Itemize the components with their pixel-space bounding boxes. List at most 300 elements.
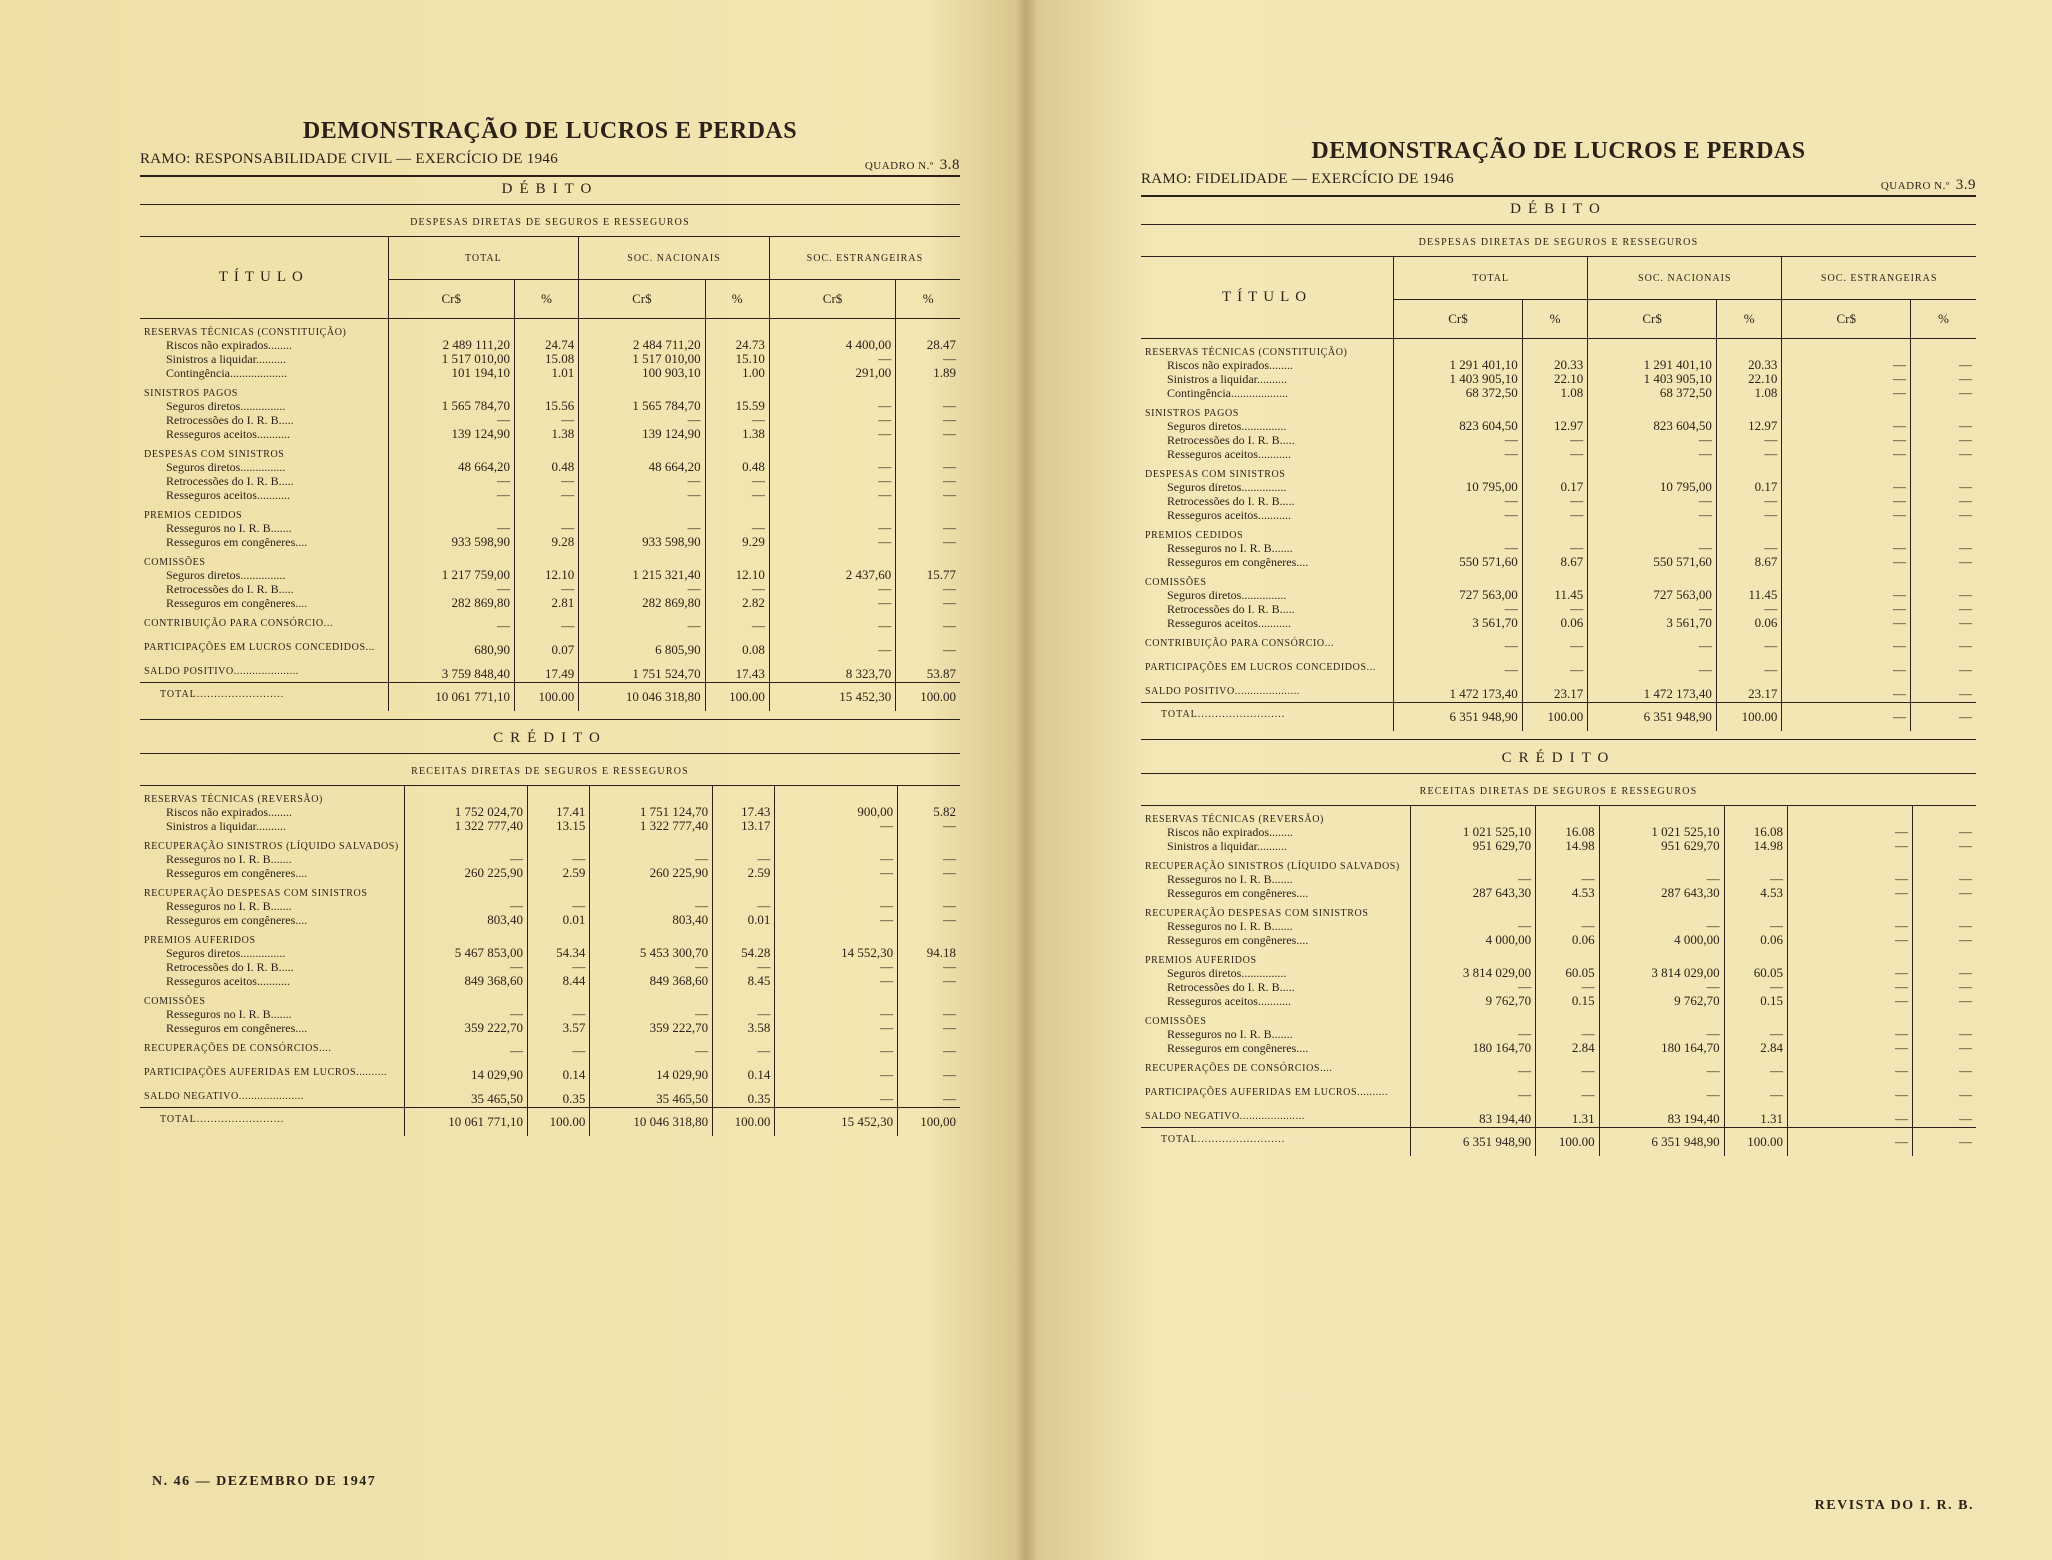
value-cell: [1588, 569, 1717, 588]
row-label: RESERVAS TÉCNICAS (REVERSÃO): [1145, 814, 1324, 825]
percent-cell: —: [1912, 1103, 1976, 1128]
value-cell: —: [405, 1035, 528, 1059]
group-row: [1141, 1079, 1976, 1103]
percent-cell: [514, 319, 578, 339]
percent-cell: —: [1716, 433, 1781, 447]
percent-cell: [514, 549, 578, 568]
value-cell: [579, 441, 705, 460]
value-cell: 35 465,50: [405, 1083, 528, 1108]
percent-cell: 11.45: [1716, 588, 1781, 602]
value-cell: 9 762,70: [1599, 994, 1724, 1008]
percent-cell: 0.17: [1522, 480, 1587, 494]
table-row: [1141, 872, 1976, 886]
value-cell: —: [1782, 588, 1911, 602]
percent-cell: [514, 380, 578, 399]
value-cell: [1394, 522, 1523, 541]
value-cell: 180 164,70: [1599, 1041, 1724, 1055]
left-statement: [140, 118, 960, 1136]
value-cell: 951 629,70: [1411, 839, 1536, 853]
row-label: SINISTROS PAGOS: [144, 388, 238, 399]
value-cell: —: [405, 960, 528, 974]
value-cell: 1 403 905,10: [1394, 372, 1523, 386]
percent-cell: —: [896, 413, 960, 427]
row-label: Retrocessões do I. R. B.....: [166, 582, 294, 596]
percent-cell: [705, 502, 769, 521]
value-cell: —: [769, 460, 895, 474]
group-row: [1141, 1103, 1976, 1128]
value-cell: —: [1788, 1128, 1913, 1157]
percent-cell: 12.10: [514, 568, 578, 582]
value-cell: 101 194,10: [388, 366, 514, 380]
value-cell: [1782, 461, 1911, 480]
percent-cell: —: [896, 610, 960, 634]
value-cell: 83 194,40: [1411, 1103, 1536, 1128]
value-cell: —: [388, 488, 514, 502]
row-label: SALDO POSITIVO.....................: [144, 666, 299, 677]
ramo-label: RAMO: FIDELIDADE — EXERCÍCIO DE 1946: [1141, 171, 1454, 187]
row-label: Resseguros no I. R. B.......: [166, 1007, 292, 1021]
table-row: [140, 366, 960, 380]
percent-cell: 28.47: [896, 338, 960, 352]
percent-cell: 3.57: [528, 1021, 590, 1035]
value-cell: 4 400,00: [769, 338, 895, 352]
group-row: [1141, 853, 1976, 872]
debito-heading: DÉBITO: [1510, 201, 1607, 217]
percent-cell: —: [896, 474, 960, 488]
row-label: SALDO POSITIVO.....................: [1145, 686, 1300, 697]
unit-pct: %: [1716, 300, 1781, 339]
value-cell: 1 217 759,00: [388, 568, 514, 582]
percent-cell: —: [1716, 541, 1781, 555]
value-cell: 68 372,50: [1588, 386, 1717, 400]
value-cell: 10 046 318,80: [590, 1108, 713, 1137]
value-cell: —: [405, 899, 528, 913]
group-row: [1141, 1008, 1976, 1027]
group-row: [140, 319, 960, 339]
value-cell: 260 225,90: [590, 866, 713, 880]
value-cell: 2 484 711,20: [579, 338, 705, 352]
subtitle-row: [140, 151, 960, 175]
value-cell: —: [775, 1059, 898, 1083]
group-row: [1141, 806, 1976, 825]
value-cell: —: [1411, 1079, 1536, 1103]
percent-cell: [896, 441, 960, 460]
percent-cell: —: [896, 596, 960, 610]
value-cell: —: [1588, 433, 1717, 447]
row-label: Riscos não expirados........: [166, 338, 292, 352]
percent-cell: —: [1536, 1027, 1599, 1041]
percent-cell: —: [1522, 630, 1587, 654]
row-label: Resseguros em congêneres....: [1167, 933, 1309, 947]
right-statement: [1141, 138, 1976, 1156]
value-cell: —: [775, 974, 898, 988]
row-label: PARTICIPAÇÕES AUFERIDAS EM LUCROS..........: [144, 1067, 388, 1078]
percent-cell: 12.97: [1522, 419, 1587, 433]
percent-cell: 12.10: [705, 568, 769, 582]
value-cell: —: [1599, 919, 1724, 933]
row-label: Retrocessões do I. R. B.....: [166, 960, 294, 974]
quadro-number: 3.9: [1955, 177, 1976, 193]
table-row: [1141, 980, 1976, 994]
row-label: COMISSÕES: [144, 557, 206, 568]
percent-cell: —: [514, 521, 578, 535]
percent-cell: 100.00: [705, 683, 769, 712]
group-row: [1141, 630, 1976, 654]
row-label: RECUPERAÇÕES DE CONSÓRCIOS....: [144, 1043, 332, 1054]
percent-cell: —: [1911, 654, 1976, 678]
value-cell: —: [1394, 447, 1523, 461]
percent-cell: [528, 927, 590, 946]
percent-cell: 1.38: [514, 427, 578, 441]
value-cell: 1 021 525,10: [1599, 825, 1724, 839]
value-cell: —: [769, 610, 895, 634]
percent-cell: [514, 502, 578, 521]
value-cell: —: [579, 610, 705, 634]
value-cell: —: [769, 488, 895, 502]
total-row: [140, 1108, 960, 1137]
percent-cell: 15.08: [514, 352, 578, 366]
value-cell: 727 563,00: [1588, 588, 1717, 602]
row-label: Seguros diretos...............: [1167, 588, 1287, 602]
row-label: TOTAL.........................: [140, 683, 388, 712]
percent-cell: 8.44: [528, 974, 590, 988]
percent-cell: 9.29: [705, 535, 769, 549]
percent-cell: [1724, 947, 1787, 966]
row-label: Resseguros no I. R. B.......: [166, 852, 292, 866]
row-label: Contingência...................: [1167, 386, 1288, 400]
subtitle-row: [1141, 171, 1976, 195]
unit-pct: %: [896, 280, 960, 319]
value-cell: 359 222,70: [590, 1021, 713, 1035]
value-cell: —: [579, 488, 705, 502]
value-cell: —: [1588, 494, 1717, 508]
value-cell: 100 903,10: [579, 366, 705, 380]
percent-cell: 54.34: [528, 946, 590, 960]
value-cell: 823 604,50: [1394, 419, 1523, 433]
row-label: Resseguros no I. R. B.......: [1167, 872, 1293, 886]
percent-cell: —: [1911, 541, 1976, 555]
value-cell: —: [1411, 980, 1536, 994]
value-cell: 933 598,90: [579, 535, 705, 549]
unit-cr: Cr$: [1782, 300, 1911, 339]
percent-cell: —: [1911, 616, 1976, 630]
value-cell: [1411, 806, 1536, 825]
quadro-number: 3.8: [939, 157, 960, 173]
percent-cell: [1536, 806, 1599, 825]
percent-cell: 23.17: [1716, 678, 1781, 703]
percent-cell: [528, 988, 590, 1007]
percent-cell: 8.67: [1522, 555, 1587, 569]
value-cell: —: [1588, 654, 1717, 678]
value-cell: [775, 988, 898, 1007]
table-row: [140, 946, 960, 960]
percent-cell: —: [1522, 508, 1587, 522]
value-cell: 6 351 948,90: [1394, 703, 1523, 732]
percent-cell: 24.73: [705, 338, 769, 352]
value-cell: [579, 319, 705, 339]
value-cell: 2 489 111,20: [388, 338, 514, 352]
percent-cell: [713, 988, 775, 1007]
value-cell: —: [1394, 630, 1523, 654]
value-cell: [1411, 1008, 1536, 1027]
row-label: RECUPERAÇÕES DE CONSÓRCIOS....: [1145, 1063, 1333, 1074]
value-cell: —: [1788, 1027, 1913, 1041]
value-cell: 139 124,90: [388, 427, 514, 441]
value-cell: —: [405, 852, 528, 866]
percent-cell: [1522, 339, 1587, 359]
table-row: [140, 1021, 960, 1035]
debito-caption: DESPESAS DIRETAS DE SEGUROS E RESSEGUROS: [1418, 237, 1699, 248]
value-cell: 48 664,20: [579, 460, 705, 474]
percent-cell: [1911, 339, 1976, 359]
percent-cell: —: [1912, 919, 1976, 933]
percent-cell: —: [1912, 966, 1976, 980]
percent-cell: —: [528, 899, 590, 913]
row-label: COMISSÕES: [144, 996, 206, 1007]
value-cell: —: [388, 413, 514, 427]
percent-cell: —: [898, 1035, 960, 1059]
value-cell: —: [769, 521, 895, 535]
percent-cell: —: [898, 1007, 960, 1021]
quadro-label: [1881, 177, 1976, 194]
table-row: [1141, 386, 1976, 400]
percent-cell: —: [1724, 919, 1787, 933]
value-cell: [405, 927, 528, 946]
value-cell: 35 465,50: [590, 1083, 713, 1108]
percent-cell: [1522, 522, 1587, 541]
percent-cell: —: [713, 852, 775, 866]
percent-cell: [528, 786, 590, 805]
table-row: [140, 399, 960, 413]
value-cell: —: [590, 1007, 713, 1021]
table-row: [1141, 839, 1976, 853]
value-cell: 4 000,00: [1599, 933, 1724, 947]
row-label: SALDO NEGATIVO.....................: [144, 1091, 304, 1102]
value-cell: —: [1411, 1027, 1536, 1041]
table-row: [140, 596, 960, 610]
value-cell: [1411, 853, 1536, 872]
value-cell: —: [1782, 630, 1911, 654]
percent-cell: 0.06: [1716, 616, 1781, 630]
value-cell: 933 598,90: [388, 535, 514, 549]
percent-cell: 1.38: [705, 427, 769, 441]
value-cell: 680,90: [388, 634, 514, 658]
percent-cell: 14.98: [1536, 839, 1599, 853]
value-cell: [590, 988, 713, 1007]
value-cell: —: [1788, 933, 1913, 947]
percent-cell: 9.28: [514, 535, 578, 549]
percent-cell: —: [1912, 933, 1976, 947]
percent-cell: [896, 380, 960, 399]
percent-cell: [896, 502, 960, 521]
credito-table: [140, 786, 960, 1136]
row-label: RESERVAS TÉCNICAS (CONSTITUIÇÃO): [144, 327, 347, 338]
value-cell: 287 643,30: [1411, 886, 1536, 900]
percent-cell: 1.08: [1716, 386, 1781, 400]
row-label: Riscos não expirados........: [1167, 825, 1293, 839]
percent-cell: —: [896, 634, 960, 658]
table-row: [1141, 358, 1976, 372]
percent-cell: [1912, 806, 1976, 825]
value-cell: —: [1394, 602, 1523, 616]
percent-cell: —: [896, 427, 960, 441]
row-label: PARTICIPAÇÕES AUFERIDAS EM LUCROS..........: [1145, 1087, 1389, 1098]
value-cell: [590, 786, 713, 805]
value-cell: [579, 502, 705, 521]
table-row: [140, 535, 960, 549]
percent-cell: 1.31: [1536, 1103, 1599, 1128]
value-cell: [1394, 461, 1523, 480]
value-cell: —: [1782, 654, 1911, 678]
percent-cell: —: [896, 488, 960, 502]
value-cell: —: [1782, 372, 1911, 386]
value-cell: —: [590, 960, 713, 974]
value-cell: 1 517 010,00: [579, 352, 705, 366]
table-row: [140, 852, 960, 866]
value-cell: [769, 549, 895, 568]
value-cell: —: [769, 582, 895, 596]
group-row: [140, 833, 960, 852]
percent-cell: 100.00: [713, 1108, 775, 1137]
percent-cell: [1536, 947, 1599, 966]
value-cell: —: [579, 474, 705, 488]
percent-cell: —: [896, 460, 960, 474]
percent-cell: 0.35: [528, 1083, 590, 1108]
value-cell: [388, 441, 514, 460]
percent-cell: —: [1724, 1027, 1787, 1041]
percent-cell: —: [1912, 825, 1976, 839]
unit-pct: %: [705, 280, 769, 319]
percent-cell: —: [1911, 588, 1976, 602]
value-cell: [1411, 947, 1536, 966]
table-row: [1141, 372, 1976, 386]
value-cell: [1588, 339, 1717, 359]
table-row: [140, 805, 960, 819]
value-cell: 6 351 948,90: [1599, 1128, 1724, 1157]
percent-cell: —: [1522, 541, 1587, 555]
value-cell: —: [775, 1021, 898, 1035]
value-cell: 282 869,80: [388, 596, 514, 610]
percent-cell: —: [514, 610, 578, 634]
value-cell: —: [1788, 980, 1913, 994]
value-cell: —: [775, 852, 898, 866]
table-row: [1141, 480, 1976, 494]
percent-cell: [1522, 461, 1587, 480]
percent-cell: [1716, 569, 1781, 588]
value-cell: —: [1782, 678, 1911, 703]
percent-cell: 17.41: [528, 805, 590, 819]
value-cell: —: [1411, 919, 1536, 933]
percent-cell: —: [1911, 602, 1976, 616]
value-cell: —: [1782, 447, 1911, 461]
row-label: Riscos não expirados........: [1167, 358, 1293, 372]
percent-cell: 100,00: [898, 1108, 960, 1137]
value-cell: —: [769, 427, 895, 441]
percent-cell: 24.74: [514, 338, 578, 352]
value-cell: —: [1411, 872, 1536, 886]
value-cell: [769, 502, 895, 521]
group-row: [1141, 569, 1976, 588]
table-row: [1141, 419, 1976, 433]
value-cell: 849 368,60: [590, 974, 713, 988]
percent-cell: [1911, 522, 1976, 541]
value-cell: —: [1411, 1055, 1536, 1079]
percent-cell: [705, 549, 769, 568]
row-label: RECUPERAÇÃO DESPESAS COM SINISTROS: [144, 888, 368, 899]
row-label: Resseguros em congêneres....: [166, 913, 308, 927]
percent-cell: 100.00: [1536, 1128, 1599, 1157]
table-row: [140, 866, 960, 880]
row-label: Resseguros aceitos...........: [166, 427, 290, 441]
percent-cell: [1536, 900, 1599, 919]
row-label: Resseguros em congêneres....: [166, 535, 308, 549]
page-footer: N. 46 — DEZEMBRO DE 1947: [152, 1474, 377, 1489]
col-soc-nacionais: SOC. NACIONAIS: [579, 237, 770, 280]
table-row: [1141, 994, 1976, 1008]
percent-cell: 2.84: [1724, 1041, 1787, 1055]
percent-cell: —: [896, 352, 960, 366]
value-cell: 6 805,90: [579, 634, 705, 658]
percent-cell: —: [514, 474, 578, 488]
group-row: [1141, 947, 1976, 966]
value-cell: 1 403 905,10: [1588, 372, 1717, 386]
table-row: [1141, 541, 1976, 555]
group-row: [1141, 1055, 1976, 1079]
value-cell: —: [1599, 980, 1724, 994]
value-cell: 4 000,00: [1411, 933, 1536, 947]
percent-cell: —: [896, 582, 960, 596]
table-row: [140, 568, 960, 582]
percent-cell: —: [1911, 678, 1976, 703]
row-label: Resseguros no I. R. B.......: [1167, 541, 1293, 555]
percent-cell: 0.48: [705, 460, 769, 474]
group-row: [1141, 461, 1976, 480]
value-cell: 951 629,70: [1599, 839, 1724, 853]
group-row: [1141, 522, 1976, 541]
row-label: SALDO NEGATIVO.....................: [1145, 1111, 1305, 1122]
unit-cr: Cr$: [769, 280, 895, 319]
unit-pct: %: [514, 280, 578, 319]
percent-cell: —: [898, 913, 960, 927]
value-cell: [405, 880, 528, 899]
percent-cell: 2.59: [713, 866, 775, 880]
table-row: [140, 352, 960, 366]
percent-cell: 100.00: [1522, 703, 1587, 732]
value-cell: 803,40: [405, 913, 528, 927]
group-row: [140, 1083, 960, 1108]
percent-cell: —: [1912, 1027, 1976, 1041]
percent-cell: —: [713, 1035, 775, 1059]
percent-cell: [713, 880, 775, 899]
percent-cell: —: [514, 582, 578, 596]
value-cell: 6 351 948,90: [1588, 703, 1717, 732]
row-label: Riscos não expirados........: [166, 805, 292, 819]
percent-cell: 2.84: [1536, 1041, 1599, 1055]
total-row: [1141, 1128, 1976, 1157]
percent-cell: 15.10: [705, 352, 769, 366]
percent-cell: 0.14: [713, 1059, 775, 1083]
row-label: PREMIOS CEDIDOS: [144, 510, 243, 521]
value-cell: 10 061 771,10: [405, 1108, 528, 1137]
value-cell: —: [590, 899, 713, 913]
value-cell: 1 472 173,40: [1394, 678, 1523, 703]
col-total: TOTAL: [388, 237, 579, 280]
percent-cell: 0.06: [1536, 933, 1599, 947]
percent-cell: —: [1911, 419, 1976, 433]
percent-cell: 1.08: [1522, 386, 1587, 400]
value-cell: 5 467 853,00: [405, 946, 528, 960]
value-cell: 180 164,70: [1411, 1041, 1536, 1055]
